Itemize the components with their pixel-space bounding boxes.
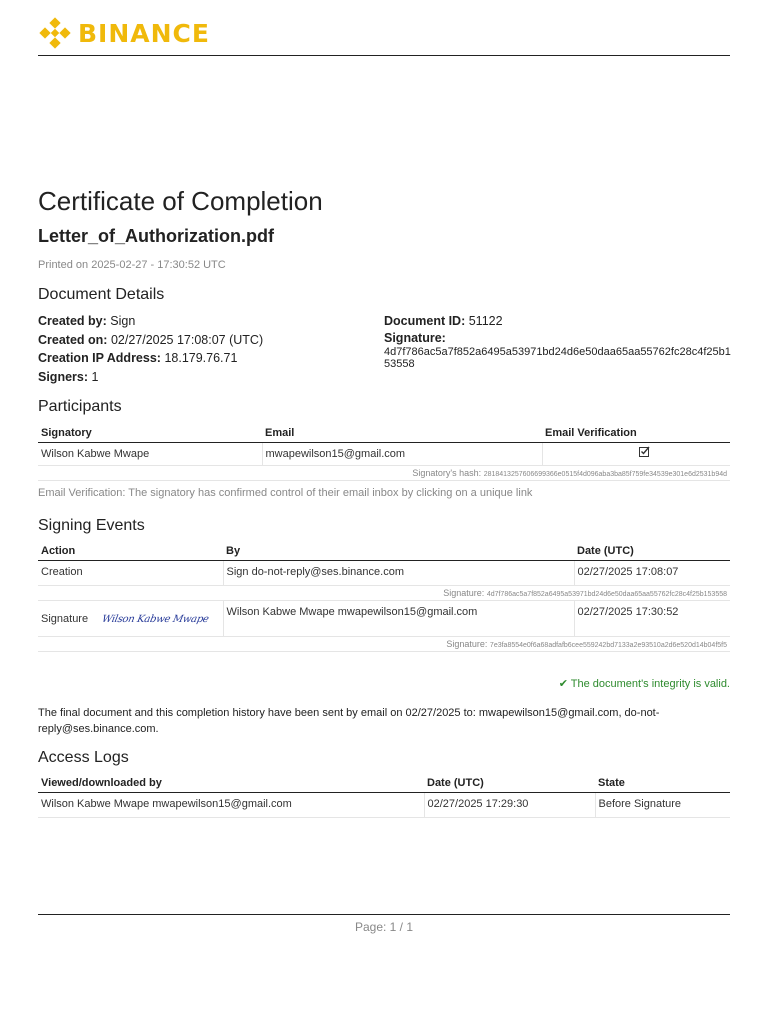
event-by: Wilson Kabwe Mwape mwapewilson15@gmail.com bbox=[223, 601, 574, 637]
integrity-status: ✔ The document's integrity is valid. bbox=[558, 678, 730, 690]
log-state: Before Signature bbox=[595, 793, 730, 818]
column-header: Viewed/downloaded by bbox=[38, 774, 424, 793]
signatory-hash: 2818413257606699366e0515f4d096aba3ba85f759fe34539e301e6d2531b94d bbox=[483, 471, 727, 478]
access-logs-heading: Access Logs bbox=[38, 749, 129, 766]
creation-ip: Creation IP Address: 18.179.76.71 bbox=[38, 351, 238, 365]
column-header: Signatory bbox=[38, 424, 262, 443]
event-action: Signature bbox=[41, 612, 89, 625]
document-signature-hash: 4d7f786ac5a7f852a6495a53971bd24d6e50daa65aa55762fc28c4f25b153558 bbox=[384, 346, 731, 370]
signatory-hash-row bbox=[38, 466, 730, 481]
signatory-name: Wilson Kabwe Mwape bbox=[38, 443, 262, 466]
column-header: Date (UTC) bbox=[424, 774, 595, 793]
signing-events-heading: Signing Events bbox=[38, 517, 145, 534]
document-id: Document ID: 51122 bbox=[384, 314, 503, 328]
binance-diamond-icon bbox=[38, 16, 72, 50]
binance-logo bbox=[38, 16, 730, 50]
document-details-left bbox=[38, 312, 263, 386]
event-signature-row: Signature: 7e3fa8554e0f6a68adfafb6cee559242bd7133a2e93510a2d6e520d14b04f5f5 bbox=[38, 637, 730, 652]
event-action-cell bbox=[38, 601, 223, 637]
event-date: 02/27/2025 17:08:07 bbox=[574, 561, 730, 586]
header bbox=[38, 16, 730, 56]
event-signature-hash: 7e3fa8554e0f6a68adfafb6cee559242bd7133a2e93510a2d6e520d14b04f5f5 bbox=[489, 642, 727, 649]
column-header: Email Verification bbox=[542, 424, 730, 443]
created-by: Created by: Sign bbox=[38, 314, 136, 328]
event-signature-row: Signature: 4d7f786ac5a7f852a6495a53971bd24d6e50daa65aa55762fc28c4f25b153558 bbox=[38, 586, 730, 601]
email-verification-note: Email Verification: The signatory has confirmed control of their email inbox by clicking on a unique link bbox=[38, 487, 533, 499]
column-header: Email bbox=[262, 424, 542, 443]
event-action: Creation bbox=[38, 561, 223, 586]
event-signature-hash: 4d7f786ac5a7f852a6495a53971bd24d6e50daa65aa55762fc28c4f25b153558 bbox=[486, 591, 727, 598]
printed-timestamp: Printed on 2025-02-27 - 17:30:52 UTC bbox=[38, 259, 226, 271]
document-signature-label: Signature: bbox=[384, 331, 446, 345]
table-row bbox=[38, 793, 730, 818]
document-filename: Letter_of_Authorization.pdf bbox=[38, 226, 274, 246]
handwritten-signature: Wilson Kabwe Mwape bbox=[100, 613, 210, 625]
table-row bbox=[38, 443, 730, 466]
column-header: Action bbox=[38, 542, 223, 561]
signing-events-table bbox=[38, 542, 730, 652]
table-row bbox=[38, 561, 730, 586]
page-title: Certificate of Completion bbox=[38, 186, 323, 216]
checkbox-checked-icon bbox=[639, 446, 650, 457]
table-row bbox=[38, 601, 730, 637]
checkmark-icon: ✔ bbox=[558, 678, 568, 690]
final-distribution-note: The final document and this completion history have been sent by email on 02/27/2025 to: mwapewilson15@gmail.com, do-not-reply@ses.binance.com. bbox=[38, 707, 660, 735]
event-by: Sign do-not-reply@ses.binance.com bbox=[223, 561, 574, 586]
brand-name: BINANCE bbox=[78, 18, 210, 48]
participants-heading: Participants bbox=[38, 398, 122, 415]
participants-table bbox=[38, 424, 730, 481]
event-date: 02/27/2025 17:30:52 bbox=[574, 601, 730, 637]
document-details-heading: Document Details bbox=[38, 286, 165, 303]
signatory-hash-label: Signatory's hash: bbox=[412, 468, 482, 478]
log-date: 02/27/2025 17:29:30 bbox=[424, 793, 595, 818]
page-footer: Page: 1 / 1 bbox=[38, 914, 730, 934]
access-logs-table bbox=[38, 774, 730, 818]
column-header: Date (UTC) bbox=[574, 542, 730, 561]
signatory-email: mwapewilson15@gmail.com bbox=[262, 443, 542, 466]
email-verification-cell bbox=[542, 443, 730, 466]
document-details-right bbox=[384, 312, 734, 370]
signers-count: Signers: 1 bbox=[38, 369, 99, 384]
column-header: By bbox=[223, 542, 574, 561]
created-on: Created on: 02/27/2025 17:08:07 (UTC) bbox=[38, 332, 264, 347]
column-header: State bbox=[595, 774, 730, 793]
log-viewer: Wilson Kabwe Mwape mwapewilson15@gmail.com bbox=[38, 793, 424, 818]
